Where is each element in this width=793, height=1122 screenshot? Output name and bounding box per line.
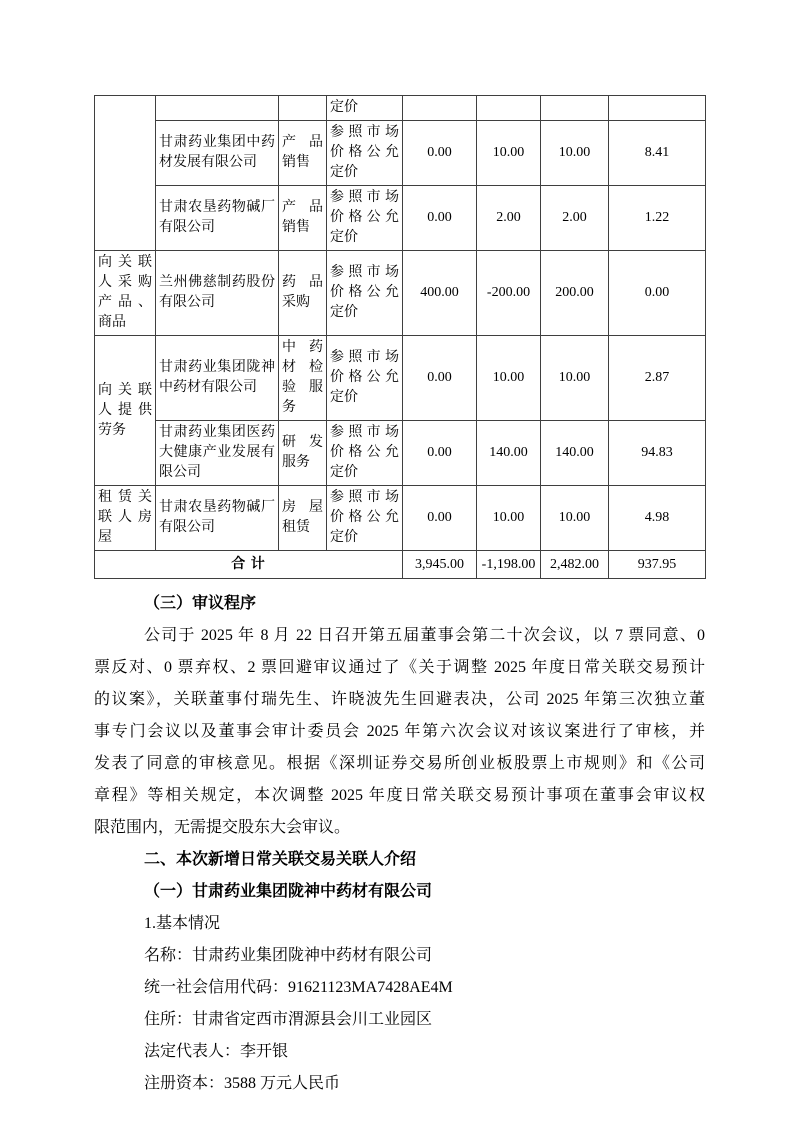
amount-cell: 94.83 (609, 421, 706, 486)
paragraph-line: 公司于 2025 年 8 月 22 日召开第五届董事会第二十次会议，以 7 票同意、0 (144, 627, 705, 644)
type-cell: 药品采购 (279, 251, 327, 336)
table-row (95, 336, 706, 421)
company-cell: 甘肃药业集团医药大健康产业发展有限公司 (156, 421, 279, 486)
group-cell: 向关联人提供劳务 (95, 336, 156, 486)
type-cell (279, 96, 327, 121)
amount-cell: 2.00 (477, 186, 541, 251)
pricing-cell: 定价 (327, 96, 403, 121)
amount-cell: 2.87 (609, 336, 706, 421)
type-cell: 中药材检验服务 (279, 336, 327, 421)
amount-cell: 200.00 (541, 251, 609, 336)
total-amount-cell: 937.95 (609, 551, 706, 579)
paragraph-line: 的议案》，关联董事付瑞先生、许晓波先生回避表决，公司 2025 年第三次独立董 (94, 691, 705, 708)
table-row (95, 251, 706, 336)
pricing-cell: 参照市场价格公允定价 (327, 186, 403, 251)
amount-cell: 4.98 (609, 486, 706, 551)
amount-cell: 10.00 (541, 486, 609, 551)
amount-cell: 10.00 (477, 121, 541, 186)
basic-info-title: 1.基本情况 (144, 915, 221, 932)
amount-cell: 0.00 (403, 186, 477, 251)
amount-cell: 10.00 (477, 486, 541, 551)
table-row (95, 121, 706, 186)
info-name-line: 名称：甘肃药业集团陇神中药材有限公司 (144, 947, 433, 964)
info-credit-code-line: 统一社会信用代码：91621123MA7428AE4M (144, 979, 453, 996)
company-cell: 甘肃农垦药物碱厂有限公司 (156, 186, 279, 251)
total-label-cell: 合 计 (95, 551, 403, 579)
table-row (95, 96, 706, 121)
pricing-cell: 参照市场价格公允定价 (327, 486, 403, 551)
amount-cell: 0.00 (609, 251, 706, 336)
amount-cell: 8.41 (609, 121, 706, 186)
amount-cell: 0.00 (403, 486, 477, 551)
amount-cell (403, 96, 477, 121)
section-heading-new-related-parties: 二、本次新增日常关联交易关联人介绍 (144, 851, 417, 868)
subsection-heading-company: （一）甘肃药业集团陇神中药材有限公司 (144, 883, 433, 900)
table-total-row (95, 551, 706, 579)
amount-cell (609, 96, 706, 121)
amount-cell: 10.00 (541, 336, 609, 421)
total-amount-cell: 2,482.00 (541, 551, 609, 579)
table-row (95, 186, 706, 251)
new-related-parties-section (94, 844, 705, 1100)
amount-cell: 140.00 (477, 421, 541, 486)
amount-cell: 10.00 (477, 336, 541, 421)
pricing-cell: 参照市场价格公允定价 (327, 251, 403, 336)
pricing-cell: 参照市场价格公允定价 (327, 121, 403, 186)
table-row (95, 421, 706, 486)
amount-cell (541, 96, 609, 121)
table-row (95, 486, 706, 551)
paragraph-line: 事专门会议以及董事会审计委员会 2025 年第六次会议对该议案进行了审核，并 (94, 723, 705, 740)
company-cell (156, 96, 279, 121)
pricing-cell: 参照市场价格公允定价 (327, 336, 403, 421)
paragraph-line: 章程》等相关规定，本次调整 2025 年度日常关联交易预计事项在董事会审议权 (94, 787, 705, 804)
group-cell: 租赁关联人房屋 (95, 486, 156, 551)
type-cell: 房屋租赁 (279, 486, 327, 551)
type-cell: 产品销售 (279, 121, 327, 186)
review-procedure-section (94, 588, 705, 844)
amount-cell: 140.00 (541, 421, 609, 486)
info-address-line: 住所：甘肃省定西市渭源县会川工业园区 (144, 1011, 433, 1028)
paragraph-line: 发表了同意的审核意见。根据《深圳证券交易所创业板股票上市规则》和《公司 (94, 755, 705, 772)
group-cell: 向关联人采购产品、商品 (95, 251, 156, 336)
pricing-cell: 参照市场价格公允定价 (327, 421, 403, 486)
amount-cell: 1.22 (609, 186, 706, 251)
company-cell: 甘肃药业集团中药材发展有限公司 (156, 121, 279, 186)
amount-cell: 0.00 (403, 121, 477, 186)
amount-cell: 400.00 (403, 251, 477, 336)
amount-cell (477, 96, 541, 121)
amount-cell: 0.00 (403, 336, 477, 421)
info-legal-representative-line: 法定代表人：李开银 (144, 1043, 289, 1060)
type-cell: 研发服务 (279, 421, 327, 486)
paragraph-line: 票反对、0 票弃权、2 票回避审议通过了《关于调整 2025 年度日常关联交易预计 (94, 659, 705, 676)
paragraph-line: 限范围内，无需提交股东大会审议。 (94, 819, 351, 836)
company-cell: 兰州佛慈制药股份有限公司 (156, 251, 279, 336)
amount-cell: 0.00 (403, 421, 477, 486)
amount-cell: -200.00 (477, 251, 541, 336)
total-amount-cell: -1,198.00 (477, 551, 541, 579)
section-heading-review-procedure: （三）审议程序 (144, 595, 257, 612)
company-cell: 甘肃农垦药物碱厂有限公司 (156, 486, 279, 551)
daily-related-party-transactions-table (94, 95, 706, 579)
info-registered-capital-line: 注册资本：3588 万元人民币 (144, 1075, 341, 1092)
total-amount-cell: 3,945.00 (403, 551, 477, 579)
amount-cell: 2.00 (541, 186, 609, 251)
group-cell (95, 96, 156, 251)
amount-cell: 10.00 (541, 121, 609, 186)
review-procedure-paragraph (94, 620, 705, 844)
type-cell: 产品销售 (279, 186, 327, 251)
company-cell: 甘肃药业集团陇神中药材有限公司 (156, 336, 279, 421)
